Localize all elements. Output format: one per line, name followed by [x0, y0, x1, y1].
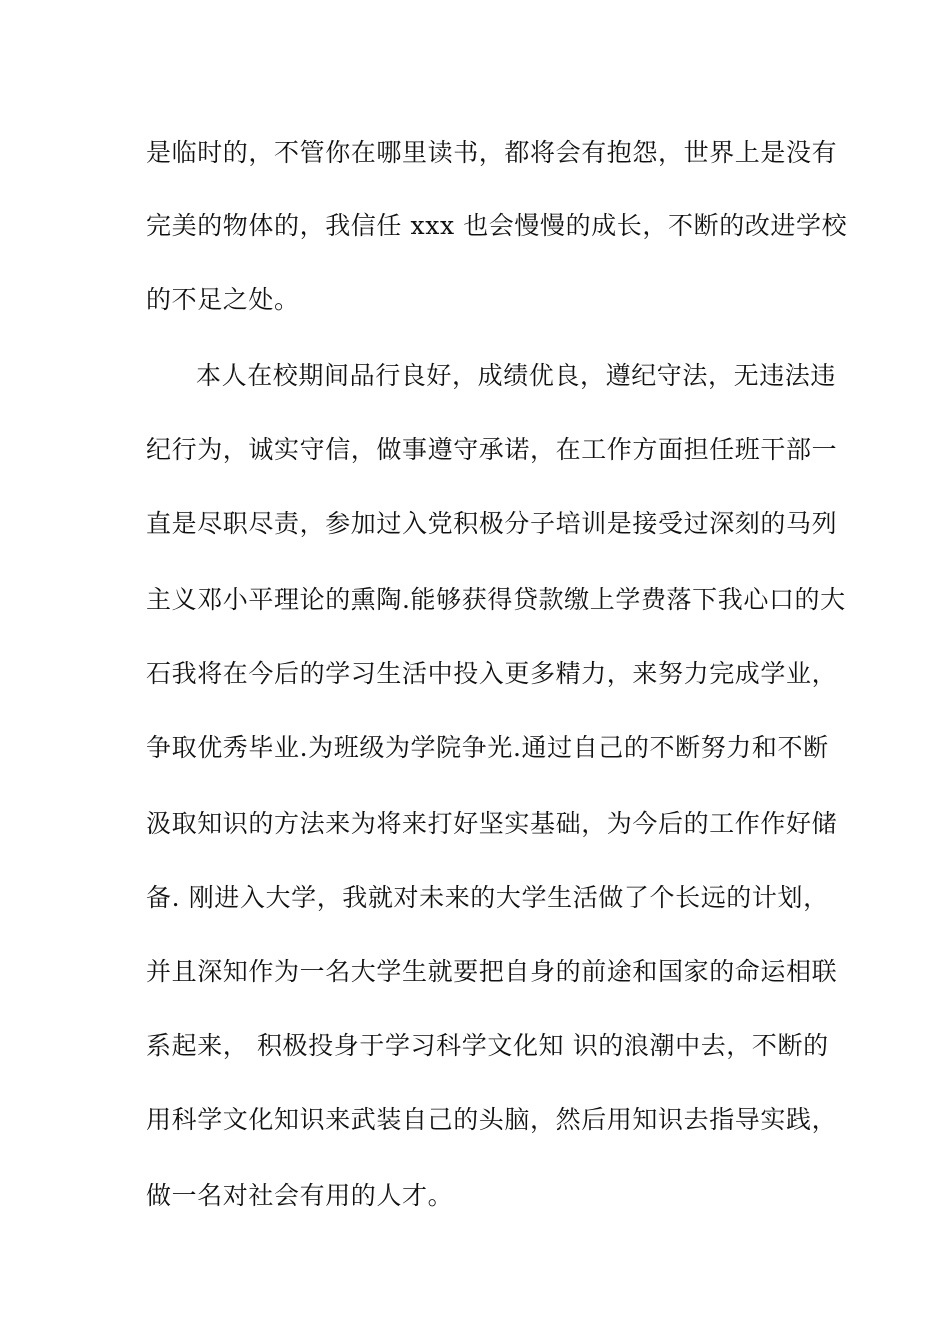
text-line-4: 本人在校期间品行良好，成绩优良，遵纪守法，无违法违 [196, 361, 837, 390]
text-line-5: 纪行为，诚实守信，做事遵守承诺，在工作方面担任班干部一 [146, 435, 838, 464]
text-line-12: 并且深知作为一名大学生就要把自身的前途和国家的命运相联 [146, 957, 838, 986]
text-line-8: 石我将在今后的学习生活中投入更多精力，来努力完成学业， [146, 659, 838, 688]
text-line-9: 争取优秀毕业.为班级为学院争光.通过自己的不断努力和不断 [146, 733, 829, 762]
text-line-15: 做一名对社会有用的人才。 [146, 1181, 454, 1210]
text-line-13: 系起来， 积极投身于学习科学文化知 识的浪潮中去，不断的 [146, 1031, 829, 1060]
text-line-7: 主义邓小平理论的熏陶.能够获得贷款缴上学费落下我心口的大 [146, 585, 846, 614]
text-line-14: 用科学文化知识来武装自己的头脑，然后用知识去指导实践， [146, 1105, 838, 1134]
text-line-10: 汲取知识的方法来为将来打好坚实基础，为今后的工作作好储 [146, 809, 838, 838]
text-line-11: 备. 刚进入大学，我就对未来的大学生活做了个长远的计划， [146, 883, 829, 912]
text-line-3: 的不足之处。 [146, 285, 300, 314]
text-line-2: 完美的物体的，我信任 xxx 也会慢慢的成长，不断的改进学校 [146, 211, 848, 240]
text-line-6: 直是尽职尽责，参加过入党积极分子培训是接受过深刻的马列 [146, 509, 838, 538]
text-line-1: 是临时的，不管你在哪里读书，都将会有抱怨，世界上是没有 [146, 138, 838, 167]
